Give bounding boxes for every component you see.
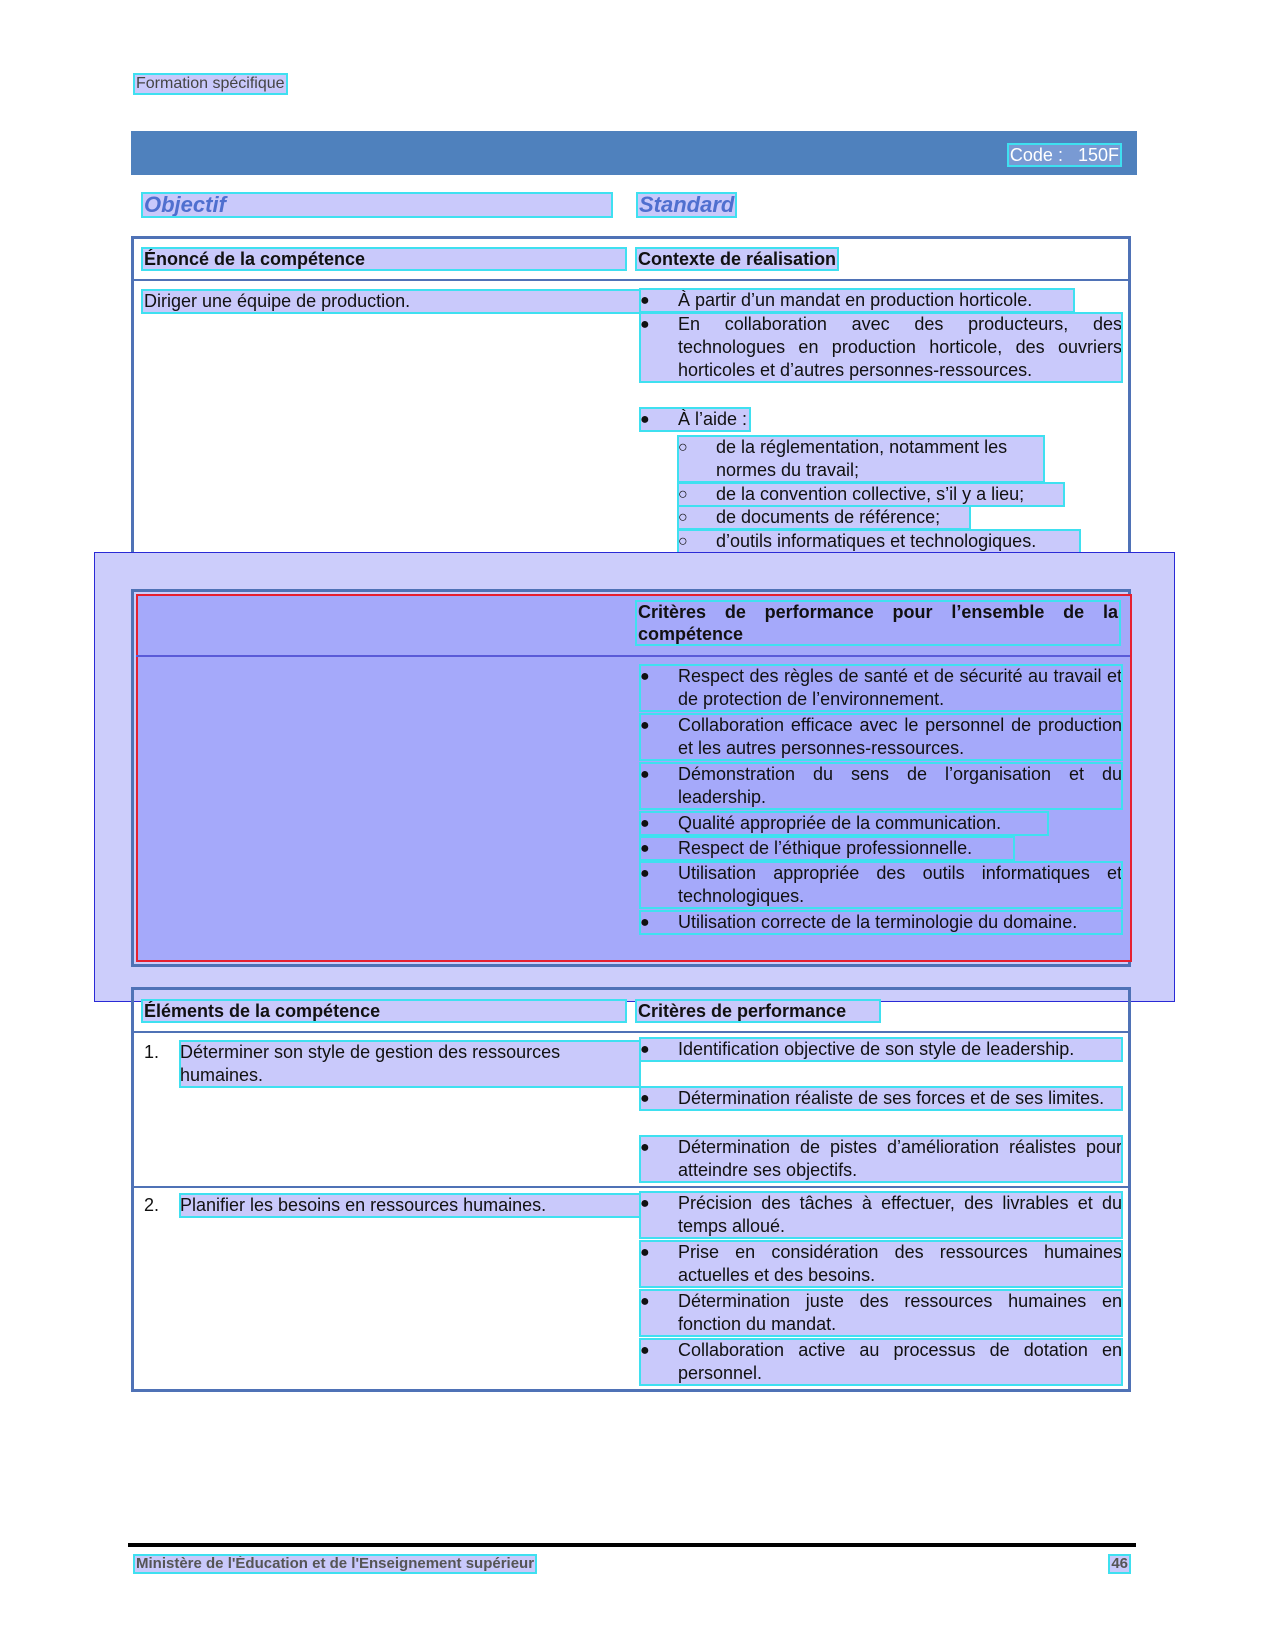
competency-statement: Diriger une équipe de production.: [142, 290, 642, 313]
performance-criterion: ● Détermination juste des ressources humaines en fonction du mandat.: [640, 1291, 1122, 1334]
performance-criterion: ● Identification objective de son style de leadership.: [640, 1038, 1122, 1061]
global-criterion: ● Utilisation appropriée des outils informatiques et technologiques.: [640, 863, 1122, 906]
performance-criterion: ● Précision des tâches à effectuer, des livrables et du temps alloué.: [640, 1193, 1122, 1236]
circle-bullet-icon: ○: [678, 439, 688, 456]
table1-header-right: Contexte de réalisation: [638, 249, 837, 269]
bullet-icon: ●: [640, 316, 650, 333]
bullet-icon: ●: [640, 766, 650, 783]
table3-row-divider: [133, 1186, 1129, 1188]
context-item: ● À partir d’un mandat en production horticole.: [640, 289, 1074, 312]
global-criterion: ● Qualité appropriée de la communication.: [640, 812, 1048, 835]
code-label: Code :: [1009, 145, 1063, 165]
table3-header-divider: [133, 1031, 1129, 1033]
table2-header: Critères de performance pour l’ensemble de la compétence: [638, 602, 1118, 644]
context-subitem: ○ de la convention collective, s’il y a lieu;: [678, 483, 1064, 506]
footer-rule: [128, 1543, 1136, 1547]
bullet-icon: ●: [640, 1090, 650, 1107]
performance-criterion: ● Détermination réaliste de ses forces et de ses limites.: [640, 1087, 1122, 1110]
element-text: Planifier les besoins en ressources humaines.: [180, 1194, 640, 1217]
section-title-objectif: Objectif: [142, 193, 612, 217]
global-criterion: ● Respect des règles de santé et de sécurité au travail et de protection de l’environnement.: [640, 666, 1122, 709]
table1-header-divider: [133, 279, 1129, 281]
element-row-1: [142, 1041, 638, 1087]
bullet-icon: ●: [640, 668, 650, 685]
table-statement-context: [131, 236, 1131, 562]
bullet-icon: ●: [640, 717, 650, 734]
bullet-icon: ●: [640, 840, 650, 857]
bullet-icon: ●: [640, 1244, 650, 1261]
bullet-icon: ●: [640, 914, 650, 931]
bullet-icon: ●: [640, 292, 650, 309]
performance-criterion: ● Collaboration active au processus de dotation en personnel.: [640, 1340, 1122, 1383]
context-subitem: ○ d’outils informatiques et technologiques.: [678, 530, 1080, 553]
circle-bullet-icon: ○: [678, 533, 688, 550]
section-title-standard: Standard: [639, 192, 735, 217]
bullet-icon: ●: [640, 1139, 650, 1156]
context-subitem: ○ de documents de référence;: [678, 506, 970, 529]
page-number: 46: [1111, 1555, 1128, 1572]
running-head: Formation spécifique: [136, 75, 285, 92]
context-item: ● À l’aide :: [640, 408, 750, 431]
context-item: ● En collaboration avec des producteurs, des technologues en production horticole, des ouvriers horticoles et d’autres personnes-ressources.: [640, 314, 1122, 380]
bullet-icon: ●: [640, 865, 650, 882]
element-number: 2.: [144, 1195, 160, 1215]
bullet-icon: ●: [640, 1293, 650, 1310]
circle-bullet-icon: ○: [678, 509, 688, 526]
global-criterion: ● Démonstration du sens de l’organisation et du leadership.: [640, 764, 1122, 807]
performance-criterion: ● Détermination de pistes d’amélioration réalistes pour atteindre ses objectifs.: [640, 1137, 1122, 1180]
program-code: [1008, 144, 1121, 166]
bullet-icon: ●: [640, 1195, 650, 1212]
element-row-2: [142, 1194, 638, 1217]
table2-header-divider: [136, 655, 1130, 657]
bullet-icon: ●: [640, 1342, 650, 1359]
performance-criterion: ● Prise en considération des ressources humaines actuelles et des besoins.: [640, 1242, 1122, 1285]
bullet-icon: ●: [640, 411, 650, 428]
context-subitem: ○ de la réglementation, notamment les normes du travail;: [678, 436, 1044, 482]
bullet-icon: ●: [640, 815, 650, 832]
element-text: Déterminer son style de gestion des ressources humaines.: [180, 1041, 640, 1087]
circle-bullet-icon: ○: [678, 486, 688, 503]
table1-header-left: Énoncé de la compétence: [142, 248, 626, 270]
bullet-icon: ●: [640, 1041, 650, 1058]
global-criterion: ● Respect de l’éthique professionnelle.: [640, 837, 1014, 860]
table3-header-left: Éléments de la compétence: [142, 1000, 626, 1022]
table3-header-right: Critères de performance: [636, 1000, 880, 1022]
element-number: 1.: [144, 1042, 160, 1062]
code-value: 150F: [1077, 145, 1119, 165]
global-criterion: ● Utilisation correcte de la terminologie du domaine.: [640, 911, 1122, 934]
global-criterion: ● Collaboration efficace avec le personnel de production et les autres personnes-ressources.: [640, 715, 1122, 758]
code-bar: [131, 131, 1137, 175]
footer-ministry: Ministère de l'Éducation et de l'Enseignement supérieur: [136, 1555, 535, 1572]
